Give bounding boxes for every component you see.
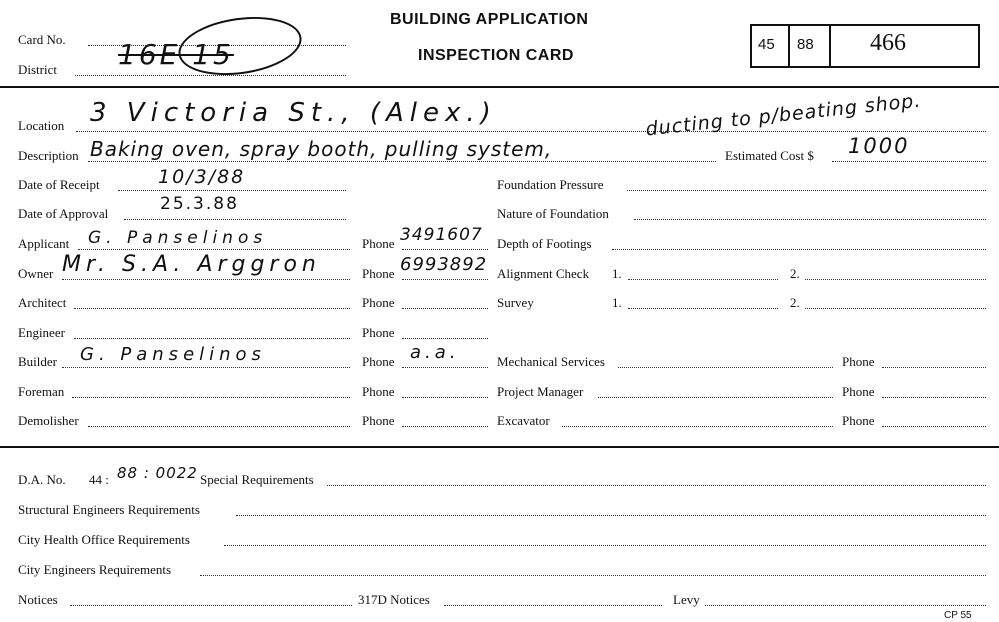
alignment-line-1	[628, 279, 778, 280]
demolisher-phone-line	[402, 426, 488, 427]
da-prefix: 44 :	[89, 472, 109, 487]
district-line	[75, 75, 346, 76]
owner-phone-line	[402, 279, 488, 280]
applicant-value: G. Panselinos	[88, 228, 268, 248]
header-rule	[0, 86, 999, 88]
foreman-label: Foreman	[18, 384, 65, 399]
description-value: Baking oven, spray booth, pulling system,	[90, 137, 553, 161]
date-approval-line	[124, 219, 346, 220]
levy-line	[705, 605, 986, 606]
district-value: 16E 15	[118, 38, 234, 71]
project-manager-phone-line	[882, 397, 986, 398]
engineer-phone-line	[402, 338, 488, 339]
excavator-phone-label: Phone	[842, 413, 875, 428]
foundation-pressure-line	[627, 190, 986, 191]
city-eng-req-line	[200, 575, 986, 576]
mechanical-phone-label: Phone	[842, 354, 875, 369]
alignment-check-label: Alignment Check	[497, 266, 590, 281]
title-line2: INSPECTION CARD	[418, 47, 574, 64]
estimated-cost-line	[832, 161, 986, 162]
builder-phone-line	[402, 367, 488, 368]
demolisher-line	[88, 426, 350, 427]
district-label: District	[18, 62, 57, 77]
box-divider-2	[829, 24, 831, 66]
notices-line	[70, 605, 352, 606]
owner-value: Mr. S.A. Arggron	[62, 252, 321, 277]
city-eng-req-label: City Engineers Requirements	[18, 562, 172, 577]
nature-foundation-line	[634, 219, 986, 220]
alignment-num1: 1.	[612, 266, 622, 281]
location-value: 3 Victoria St., (Alex.)	[90, 98, 497, 128]
description-line	[88, 161, 716, 162]
mechanical-line	[618, 367, 833, 368]
builder-label: Builder	[18, 354, 57, 369]
architect-phone-label: Phone	[362, 295, 395, 310]
district-circle	[175, 10, 306, 83]
box-value-1: 45	[758, 36, 775, 53]
survey-line-2	[805, 308, 986, 309]
special-req-line	[327, 485, 986, 486]
date-approval-value: 25.3.88	[160, 194, 239, 214]
health-req-label: City Health Office Requirements	[18, 532, 190, 547]
applicant-phone-value: 3491607	[400, 225, 483, 245]
owner-phone-value: 6993892	[400, 254, 488, 275]
builder-value: G. Panselinos	[80, 344, 266, 365]
structural-req-line	[236, 515, 986, 516]
applicant-phone-line	[402, 249, 488, 250]
levy-label: Levy	[673, 592, 700, 607]
notices-label: Notices	[18, 592, 58, 607]
box-value-3: 466	[870, 30, 906, 56]
excavator-phone-line	[882, 426, 986, 427]
card-number-box	[750, 24, 980, 68]
applicant-label: Applicant	[18, 236, 70, 251]
depth-footings-label: Depth of Footings	[497, 236, 592, 251]
foreman-phone-line	[402, 397, 488, 398]
owner-phone-label: Phone	[362, 266, 395, 281]
applicant-phone-label: Phone	[362, 236, 395, 251]
depth-footings-line	[612, 249, 986, 250]
applicant-line	[78, 249, 350, 250]
excavator-label: Excavator	[497, 413, 550, 428]
structural-req-label: Structural Engineers Requirements	[18, 502, 200, 517]
date-receipt-value: 10/3/88	[158, 166, 246, 188]
date-receipt-label: Date of Receipt	[18, 177, 100, 192]
lower-rule	[0, 446, 999, 448]
owner-label: Owner	[18, 266, 54, 281]
survey-line-1	[628, 308, 778, 309]
alignment-num2: 2.	[790, 266, 800, 281]
nature-foundation-label: Nature of Foundation	[497, 206, 609, 221]
estimated-cost-label: Estimated Cost $	[725, 148, 814, 163]
architect-line	[74, 308, 350, 309]
survey-num2: 2.	[790, 295, 800, 310]
description-label: Description	[18, 148, 79, 163]
health-req-line	[224, 545, 986, 546]
box-value-2: 88	[797, 36, 814, 53]
notices-317d-label: 317D Notices	[358, 592, 430, 607]
engineer-line	[74, 338, 350, 339]
date-approval-label: Date of Approval	[18, 206, 109, 221]
location-label: Location	[18, 118, 65, 133]
survey-label: Survey	[497, 295, 534, 310]
survey-num1: 1.	[612, 295, 622, 310]
date-receipt-line	[118, 190, 346, 191]
card-no-label: Card No.	[18, 32, 66, 47]
title-line1: BUILDING APPLICATION	[390, 11, 589, 28]
builder-line	[62, 367, 350, 368]
special-req-label: Special Requirements	[200, 472, 314, 487]
notices-317d-line	[444, 605, 662, 606]
da-no-value: 88 : 0022	[117, 464, 198, 482]
demolisher-label: Demolisher	[18, 413, 79, 428]
project-manager-label: Project Manager	[497, 384, 584, 399]
engineer-phone-label: Phone	[362, 325, 395, 340]
owner-line	[62, 279, 350, 280]
foundation-pressure-label: Foundation Pressure	[497, 177, 604, 192]
form-code: CP 55	[944, 610, 972, 621]
builder-phone-value: a.a.	[410, 342, 460, 363]
foreman-phone-label: Phone	[362, 384, 395, 399]
da-no-label: D.A. No.	[18, 472, 66, 487]
location-extra-value: ducting to p/beating shop.	[644, 89, 923, 141]
engineer-label: Engineer	[18, 325, 65, 340]
demolisher-phone-label: Phone	[362, 413, 395, 428]
alignment-line-2	[805, 279, 986, 280]
architect-label: Architect	[18, 295, 67, 310]
mechanical-label: Mechanical Services	[497, 354, 605, 369]
architect-phone-line	[402, 308, 488, 309]
project-manager-line	[598, 397, 833, 398]
mechanical-phone-line	[882, 367, 986, 368]
excavator-line	[562, 426, 833, 427]
box-divider-1	[788, 24, 790, 66]
builder-phone-label: Phone	[362, 354, 395, 369]
location-line	[76, 131, 986, 132]
estimated-cost-value: 1000	[848, 134, 910, 158]
project-manager-phone-label: Phone	[842, 384, 875, 399]
foreman-line	[72, 397, 350, 398]
